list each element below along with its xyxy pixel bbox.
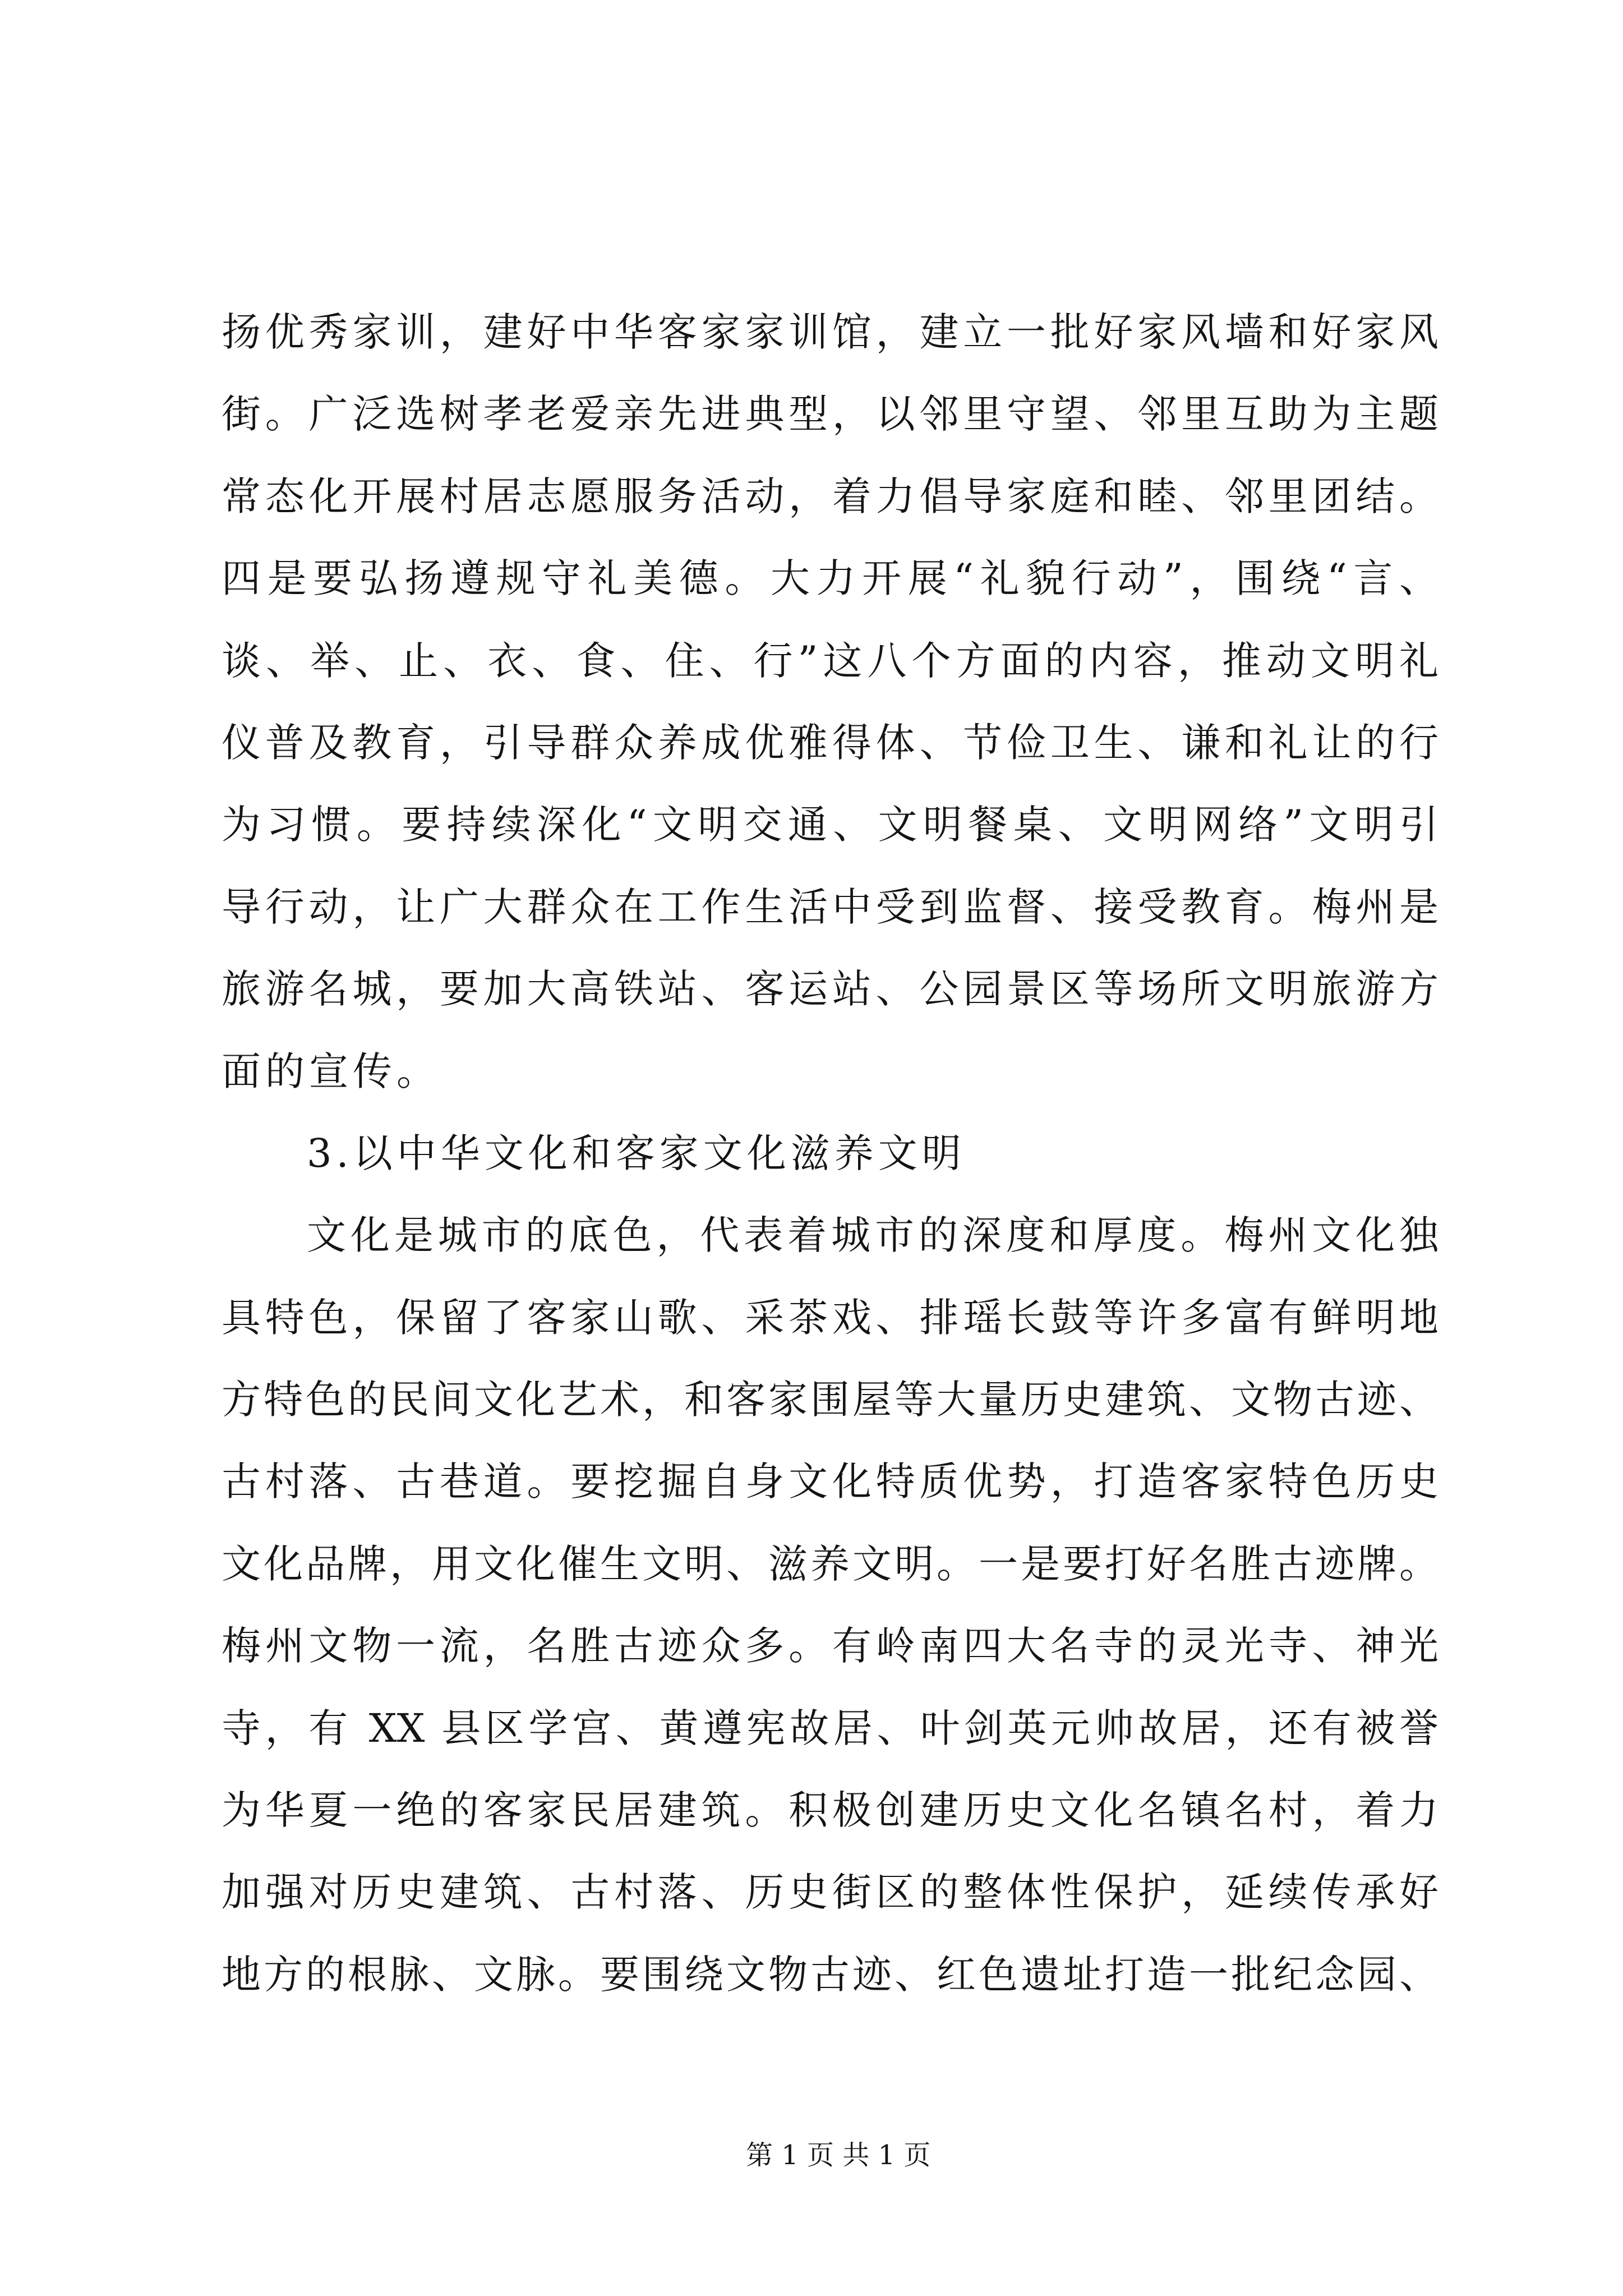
paragraph — [222, 291, 1438, 1112]
text-line: 文化品牌，用文化催生文明、滋养文明。一是要打好名胜古迹牌。 — [222, 1540, 1438, 1587]
text-line: 谈、举、止、衣、食、住、行”这八个方面的内容，推动文明礼 — [222, 637, 1438, 684]
text-line: 常态化开展村居志愿服务活动，着力倡导家庭和睦、邻里团结。 — [222, 473, 1438, 519]
text-line: 四是要弘扬遵规守礼美德。大力开展“礼貌行动”，围绕“言、 — [222, 555, 1438, 602]
text-line: 古村落、古巷道。要挖掘自身文化特质优势，打造客家特色历史 — [222, 1458, 1438, 1505]
paragraph — [222, 1194, 1438, 2016]
text-line: 文化是城市的底色，代表着城市的深度和厚度。梅州文化独 — [307, 1212, 1438, 1259]
document-body — [222, 291, 1438, 2016]
text-line: 为习惯。要持续深化“文明交通、文明餐桌、文明网络”文明引 — [222, 802, 1438, 848]
text-line: 寺，有 XX 县区学宫、黄遵宪故居、叶剑英元帅故居，还有被誉 — [222, 1705, 1438, 1751]
text-line: 旅游名城，要加大高铁站、客运站、公园景区等场所文明旅游方 — [222, 966, 1438, 1013]
text-line: 扬优秀家训，建好中华客家家训馆，建立一批好家风墙和好家风 — [222, 309, 1438, 355]
text-line: 加强对历史建筑、古村落、历史街区的整体性保护，延续传承好 — [222, 1869, 1438, 1916]
text-line: 地方的根脉、文脉。要围绕文物古迹、红色遗址打造一批纪念园、 — [222, 1951, 1438, 1998]
text-line: 为华夏一绝的客家民居建筑。积极创建历史文化名镇名村，着力 — [222, 1787, 1438, 1834]
text-line: 面的宣传。 — [222, 1048, 440, 1094]
text-line: 街。广泛选树孝老爱亲先进典型，以邻里守望、邻里互助为主题 — [222, 391, 1438, 438]
page-number-footer: 第 1 页 共 1 页 — [746, 2139, 931, 2171]
text-line: 仪普及教育，引导群众养成优雅得体、节俭卫生、谦和礼让的行 — [222, 719, 1438, 766]
text-line: 梅州文物一流，名胜古迹众多。有岭南四大名寺的灵光寺、神光 — [222, 1623, 1438, 1669]
text-line: 导行动，让广大群众在工作生活中受到监督、接受教育。梅州是 — [222, 884, 1438, 930]
text-line: 具特色，保留了客家山歌、采茶戏、排瑶长鼓等许多富有鲜明地 — [222, 1294, 1438, 1341]
section-heading: 3.以中华文化和客家文化滋养文明 — [307, 1130, 966, 1176]
text-line: 方特色的民间文化艺术，和客家围屋等大量历史建筑、文物古迹、 — [222, 1377, 1438, 1423]
